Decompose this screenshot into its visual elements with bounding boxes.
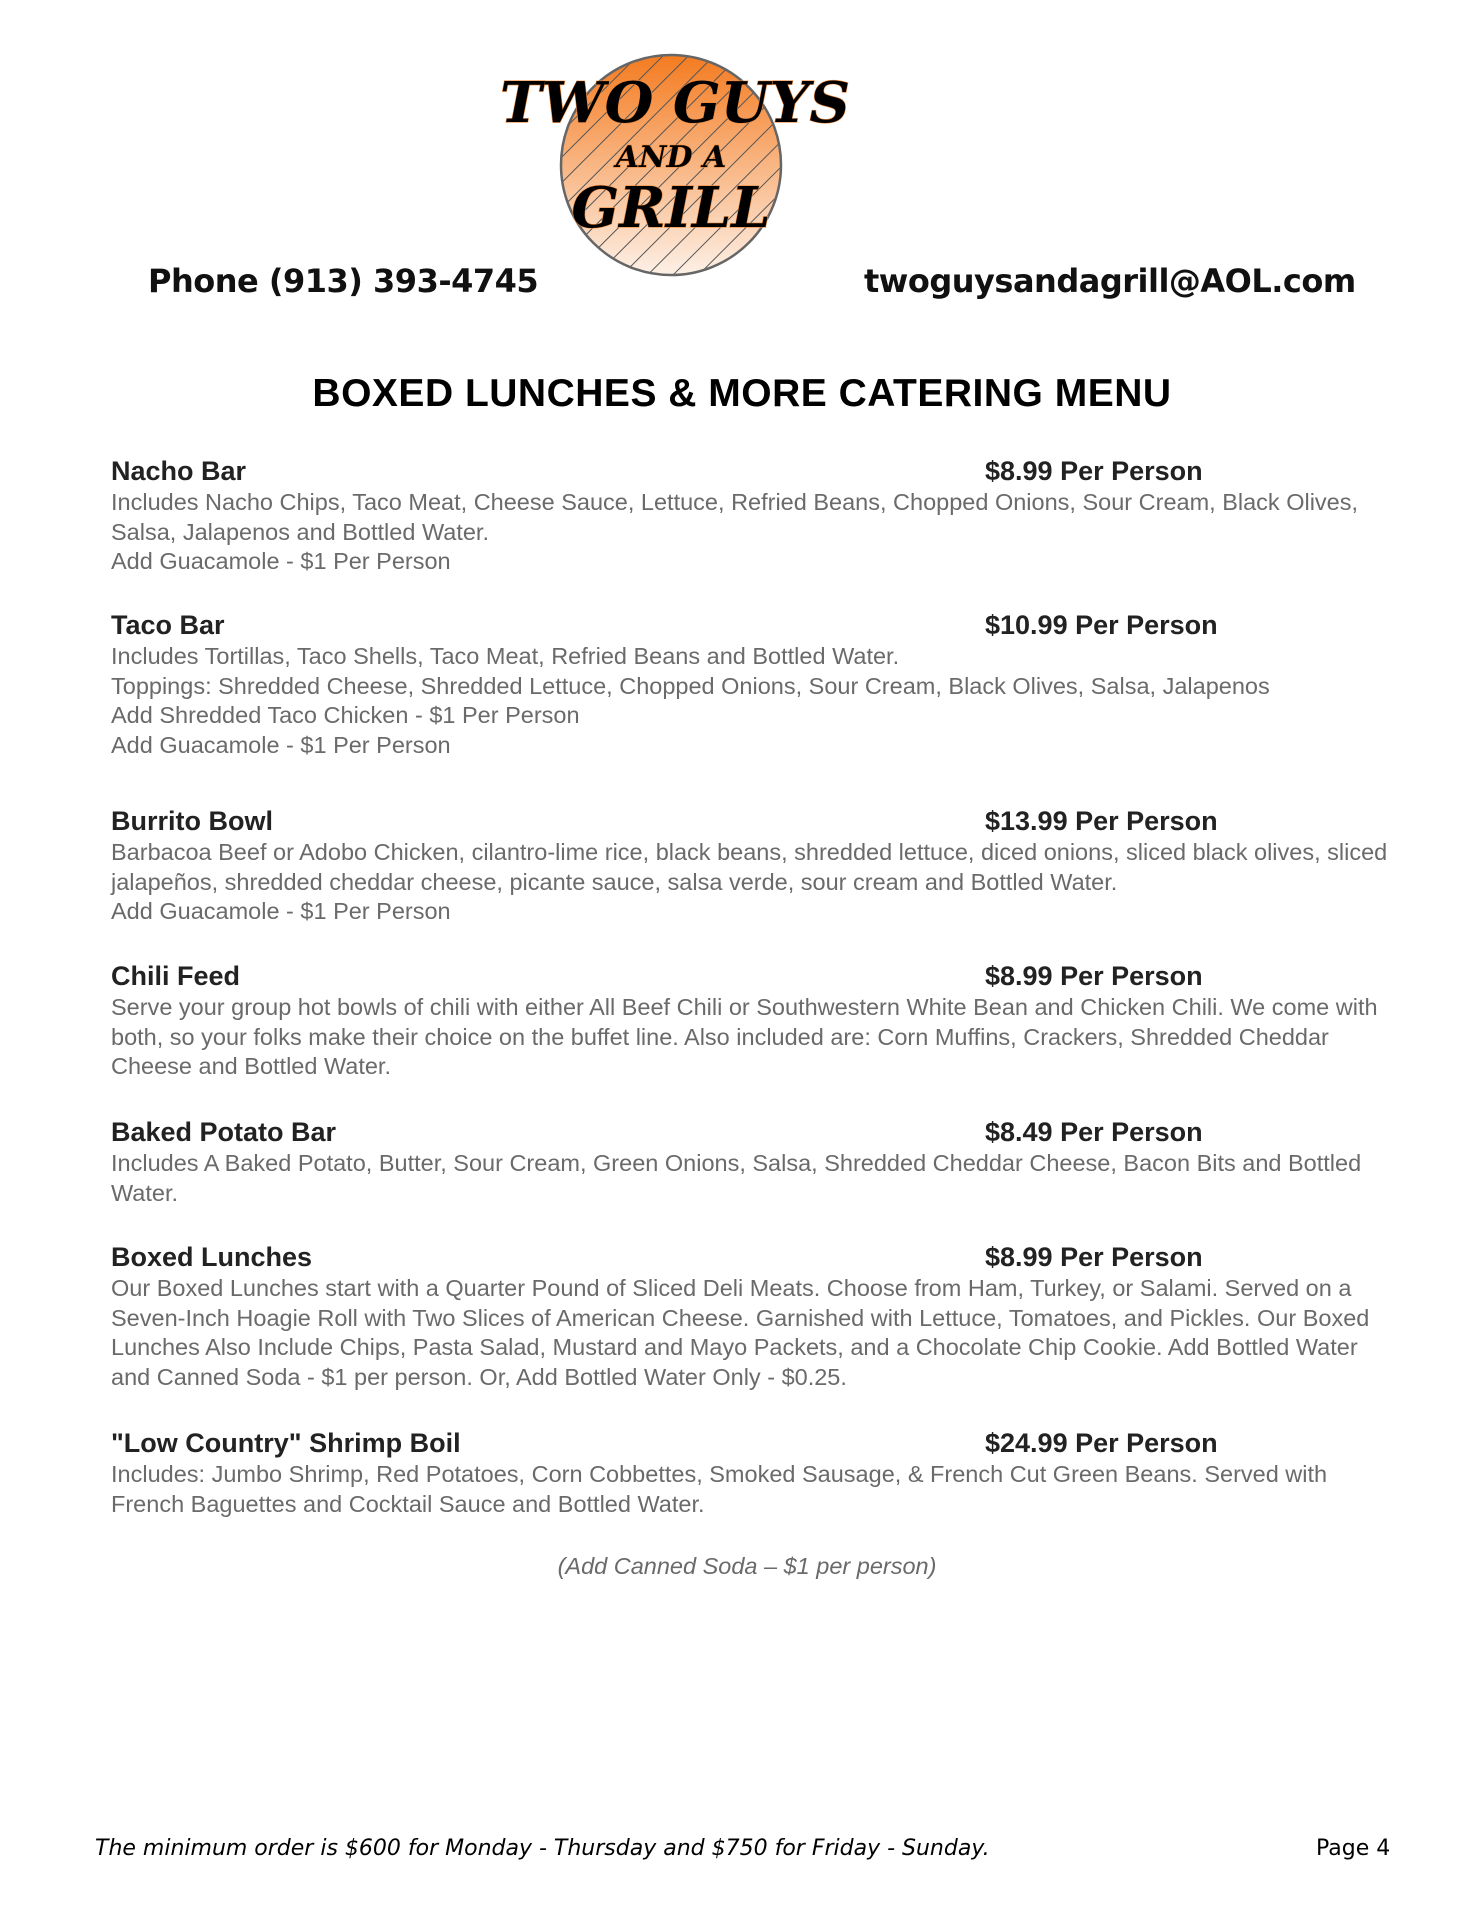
item-description-line: Add Guacamole - $1 Per Person [111, 548, 451, 574]
item-description-line: Add Shredded Taco Chicken - $1 Per Person [111, 702, 580, 728]
item-name: Chili Feed [111, 961, 241, 991]
item-price: $8.99 Per Person [985, 1242, 1203, 1272]
menu-item [111, 610, 1391, 760]
menu-item [111, 456, 1391, 577]
item-name: "Low Country" Shrimp Boil [111, 1428, 461, 1458]
item-price: $8.49 Per Person [985, 1117, 1203, 1147]
page-number: Page 4 [1316, 1836, 1391, 1861]
item-price: $8.99 Per Person [985, 961, 1203, 991]
menu-item [111, 1117, 1391, 1208]
logo-line3: GRILL [571, 175, 771, 241]
phone-number: Phone (913) 393-4745 [148, 262, 539, 300]
item-description-line: Toppings: Shredded Cheese, Shredded Lettuce, Chopped Onions, Sour Cream, Black Olives, Salsa, Jalapenos [111, 672, 1270, 699]
item-price: $24.99 Per Person [985, 1428, 1218, 1458]
item-description-line: Includes: Jumbo Shrimp, Red Potatoes, Corn Cobbettes, Smoked Sausage, & French Cut Green Beans. Served with French Baguettes and Cocktail Sauce and Bottled Water. [111, 1461, 1328, 1517]
item-description-line: Includes Nacho Chips, Taco Meat, Cheese Sauce, Lettuce, Refried Beans, Chopped Onions, Sour Cream, Black Olives, Salsa, Jalapenos and Bottled Water. [111, 489, 1359, 545]
item-price: $13.99 Per Person [985, 806, 1218, 836]
item-price: $8.99 Per Person [985, 456, 1203, 486]
item-description-line: Add Guacamole - $1 Per Person [111, 731, 451, 758]
item-name: Nacho Bar [111, 456, 247, 486]
menu-item [111, 1242, 1391, 1392]
item-description-line: Includes Tortillas, Taco Shells, Taco Meat, Refried Beans and Bottled Water. [111, 643, 900, 669]
item-name: Baked Potato Bar [111, 1117, 337, 1147]
item-description-line: Add Guacamole - $1 Per Person [111, 898, 451, 924]
item-name: Boxed Lunches [111, 1242, 313, 1272]
email-address[interactable]: twoguysandagrill@AOL.com [864, 262, 1356, 300]
menu-item [111, 1428, 1391, 1519]
item-name: Taco Bar [111, 610, 225, 640]
menu-item [111, 961, 1391, 1082]
item-description-line: Barbacoa Beef or Adobo Chicken, cilantro-lime rice, black beans, shredded lettuce, diced onions, sliced black olives, sliced jalapeños, shredded cheddar cheese, picante sauce, salsa verde, sour cream and Bottled Water. [111, 839, 1388, 895]
logo-line2: AND A [615, 140, 727, 175]
item-description-line: Serve your group hot bowls of chili with either All Beef Chili or Southwestern White Bean and Chicken Chili. We come with both, so your folks make their choice on the buffet line. Also included are: Corn Muffins, Crackers, Shredded Cheddar Cheese and Bottled Water. [111, 994, 1378, 1079]
menu-item [111, 806, 1391, 927]
item-description-line: Includes A Baked Potato, Butter, Sour Cream, Green Onions, Salsa, Shredded Cheddar Cheese, Bacon Bits and Bottled Water. [111, 1150, 1362, 1206]
item-description-line: Our Boxed Lunches start with a Quarter Pound of Sliced Deli Meats. Choose from Ham, Turkey, or Salami. Served on a Seven-Inch Hoagie Roll with Two Slices of American Cheese. Garnished with Lettuce, Tomatoes, and Pickles. Our Boxed Lunches Also Include Chips, Pasta Salad, Mustard and Mayo Packets, and a Chocolate Chip Cookie. Add Bottled Water and Canned Soda - $1 per person. Or, Add Bottled Water Only - $0.25. [111, 1275, 1370, 1390]
logo-line1: TWO GUYS [500, 70, 850, 136]
minimum-order-note: The minimum order is $600 for Monday - Thursday and $750 for Friday - Sunday. [95, 1836, 990, 1861]
item-price: $10.99 Per Person [985, 610, 1218, 640]
logo [500, 40, 860, 290]
logo-graphic [500, 40, 860, 290]
item-name: Burrito Bowl [111, 806, 273, 836]
page-title: BOXED LUNCHES & MORE CATERING MENU [312, 372, 1172, 415]
canned-soda-note: (Add Canned Soda – $1 per person) [557, 1553, 937, 1579]
